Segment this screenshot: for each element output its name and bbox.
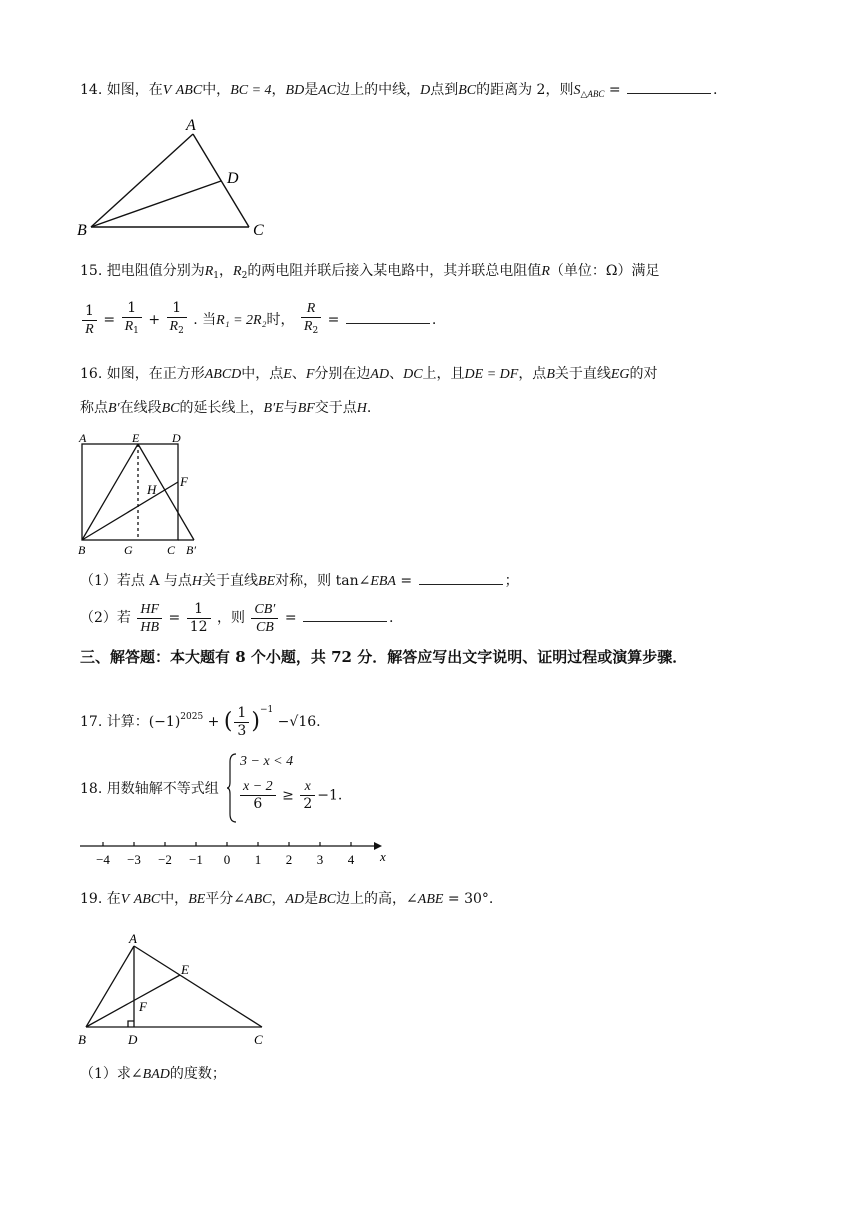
q18-ineq2: $\frac{x - 2}{6}$ ≥ $\frac{x}{2}$ −1. (238, 778, 342, 813)
fig16-label-f: F (180, 474, 188, 489)
q17-text: 17. 计算：$(-1)^{2025}$ + ( $\frac{1}{3}$ )$^{-1}$ −√16. (80, 704, 321, 739)
fig14-label-a: A (186, 117, 196, 134)
q16-text-line1: 16. 如图，在正方形ABCD中，点E、F分别在边AD、DC上，且DE = DF，点B关于直线EG的对 (80, 366, 658, 382)
fraction-1-over-r: $\frac{1}{R}$ (82, 303, 97, 338)
figure-16 (74, 430, 214, 558)
fig19-label-d: D (128, 1032, 138, 1047)
q16-sub1: （1）若点 A 与点H关于直线BE对称，则 tan∠EBA = ； (80, 570, 519, 592)
axis-tick-label: −2 (158, 852, 172, 867)
number-line (78, 836, 398, 872)
axis-tick-label: 4 (347, 852, 355, 867)
q16-text-line2: 称点B′在线段BC的延长线上，B′E与BF交于点H. (80, 400, 372, 416)
axis-label-x: x (380, 849, 386, 864)
fig16-label-b: B (78, 543, 86, 557)
axis-tick-label: −4 (96, 852, 110, 867)
q19-sub1: （1）求∠BAD的度数； (80, 1066, 226, 1082)
q18-label: 18. 用数轴解不等式组 (80, 781, 219, 797)
axis-tick-label: −1 (189, 852, 203, 867)
fig16-label-bprime: B′ (186, 543, 196, 557)
fraction-cbprime-over-cb: $\frac{CB'}{CB}$ (251, 601, 278, 636)
q15-text-line2: $\frac{1}{R}$ = $\frac{1}{R_1}$ + $\frac{1}{R_2}$ . 当R₁ = 2R₂时， $\frac{R}{R_2}$ = . (80, 300, 436, 341)
axis-tick-label: 2 (285, 852, 293, 867)
fig19-label-b: B (78, 1032, 86, 1047)
figure-14 (74, 112, 274, 242)
fig16-label-a: A (79, 431, 87, 445)
fraction-1-over-3: $\frac{1}{3}$ (234, 705, 249, 740)
fig19-label-e: E (181, 962, 189, 977)
fig19-label-c: C (254, 1032, 263, 1047)
q16-sub1-answer-blank (419, 570, 503, 585)
q15-answer-blank (346, 309, 430, 324)
fig16-label-g: G (124, 543, 133, 557)
fig14-label-b: B (77, 222, 87, 239)
fig19-label-a: A (129, 931, 137, 946)
fig16-label-h: H (147, 482, 157, 497)
fraction-1-over-r2: $\frac{1}{R_2}$ (167, 300, 187, 340)
fig16-label-d: D (172, 431, 181, 445)
left-brace-icon (226, 752, 238, 824)
axis-tick-label: 1 (254, 852, 262, 867)
fig14-label-d: D (227, 170, 239, 187)
q14-answer-blank (627, 79, 711, 94)
figure-19 (74, 928, 284, 1050)
q16-sub2-answer-blank (303, 607, 387, 622)
q16-sub2: （2）若 $\frac{HF}{HB}$ = $\frac{1}{12}$ ，则 $\frac{CB'}{CB}$ = . (80, 600, 394, 635)
fraction-1-over-r1: $\frac{1}{R_1}$ (122, 300, 142, 340)
fig19-label-f: F (139, 999, 147, 1014)
fig16-label-e: E (132, 431, 140, 445)
q19-text: 19. 在V ABC中，BE平分∠ABC，AD是BC边上的高，∠ABE = 30°. (80, 891, 494, 907)
q15-text-line1: 15. 把电阻值分别为$R_1$，$R_2$的两电阻并联后接入某电路中，其并联总电阻值R（单位：Ω）满足 (80, 263, 660, 281)
section-3-heading: 三、解答题：本大题有 8 个小题，共 72 分．解答应写出文字说明、证明过程或演算步骤． (80, 648, 688, 666)
q18-ineq1: 3 − x < 4 (240, 754, 294, 769)
axis-tick-label: −3 (127, 852, 141, 867)
axis-tick-label: 0 (223, 852, 231, 867)
fraction-1-over-12: $\frac{1}{12}$ (187, 601, 211, 636)
fig14-label-c: C (253, 222, 264, 239)
fraction-hf-over-hb: $\frac{HF}{HB}$ (137, 601, 162, 636)
fraction-r-over-r2: $\frac{R}{R_2}$ (301, 300, 321, 340)
fig16-label-c: C (167, 543, 176, 557)
axis-tick-label: 3 (316, 852, 324, 867)
q14-text: 14. 如图，在V ABC中，BC = 4，BD是AC边上的中线，D点到BC的距离为 2，则$S_{\triangle ABC}$ = . (80, 79, 717, 104)
